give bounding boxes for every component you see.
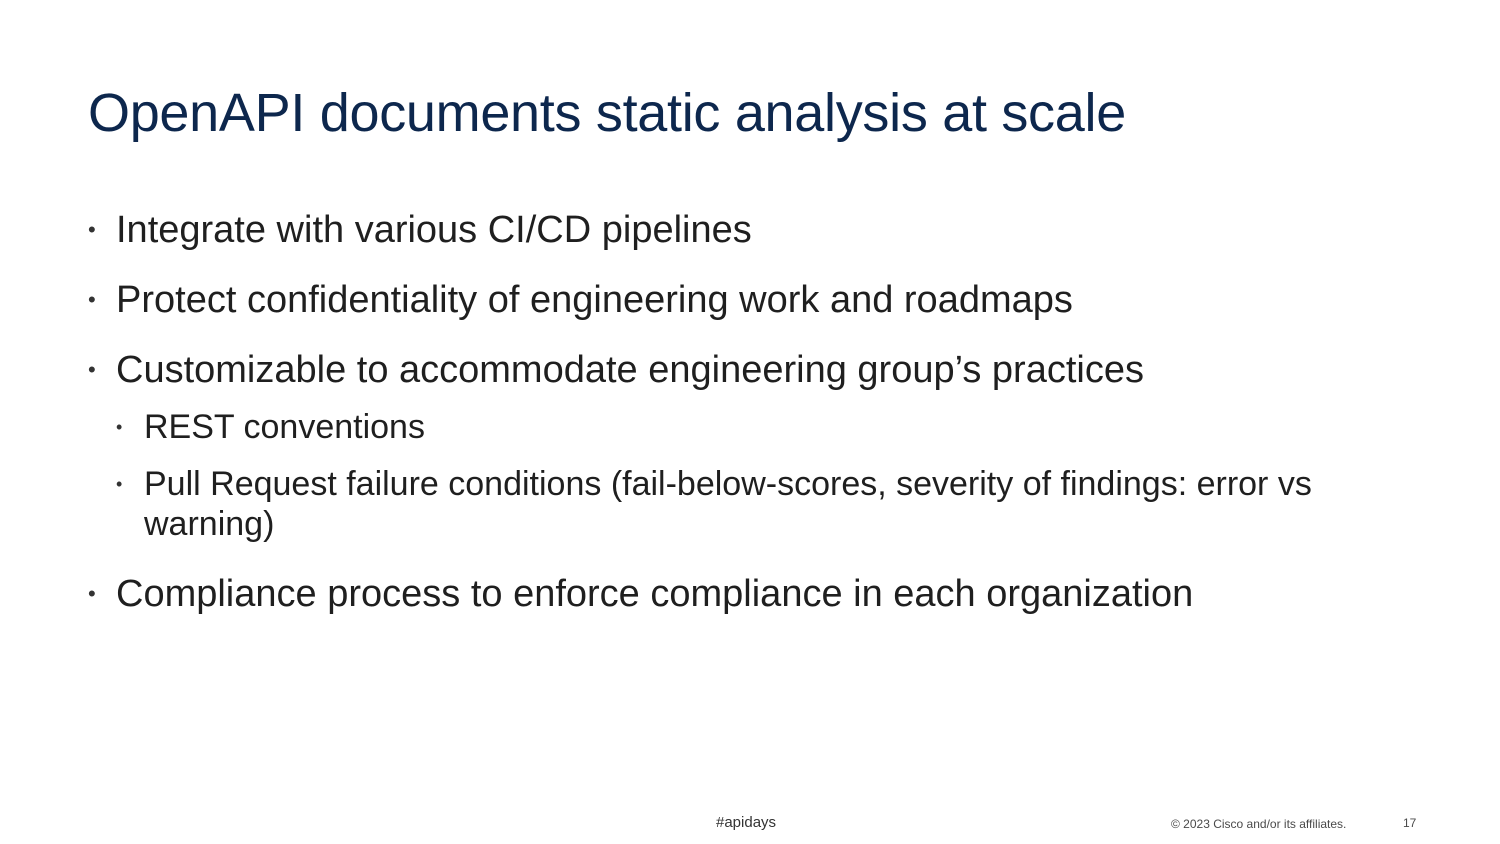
sub-bullet-marker: •	[116, 474, 123, 494]
slide-title: OpenAPI documents static analysis at scale	[88, 83, 1126, 143]
bullet-text: Compliance process to enforce compliance in each organization	[116, 573, 1194, 615]
bullet-item	[88, 572, 1193, 616]
bullet-marker: •	[88, 287, 96, 312]
page-number: 17	[1403, 816, 1417, 830]
bullet-item	[88, 278, 1073, 322]
sub-bullet-marker: •	[116, 417, 123, 437]
bullet-marker: •	[88, 357, 96, 382]
bullet-text: Integrate with various CI/CD pipelines	[116, 209, 752, 251]
sub-bullet-text: REST conventions	[144, 408, 425, 446]
footer-copyright: © 2023 Cisco and/or its affiliates.	[1171, 817, 1347, 831]
bullet-item	[88, 208, 752, 252]
sub-bullet-text: Pull Request failure conditions (fail-below-scores, severity of findings: error vs warning)	[144, 465, 1312, 543]
sub-bullet-item	[116, 464, 1354, 544]
bullet-text: Protect confidentiality of engineering work and roadmaps	[116, 279, 1073, 321]
bullet-item	[88, 348, 1144, 392]
bullet-marker: •	[88, 581, 96, 606]
bullet-marker: •	[88, 217, 96, 242]
footer-hashtag: #apidays	[716, 814, 777, 831]
sub-bullet-item	[116, 407, 1354, 447]
bullet-text: Customizable to accommodate engineering group’s practices	[116, 349, 1144, 391]
